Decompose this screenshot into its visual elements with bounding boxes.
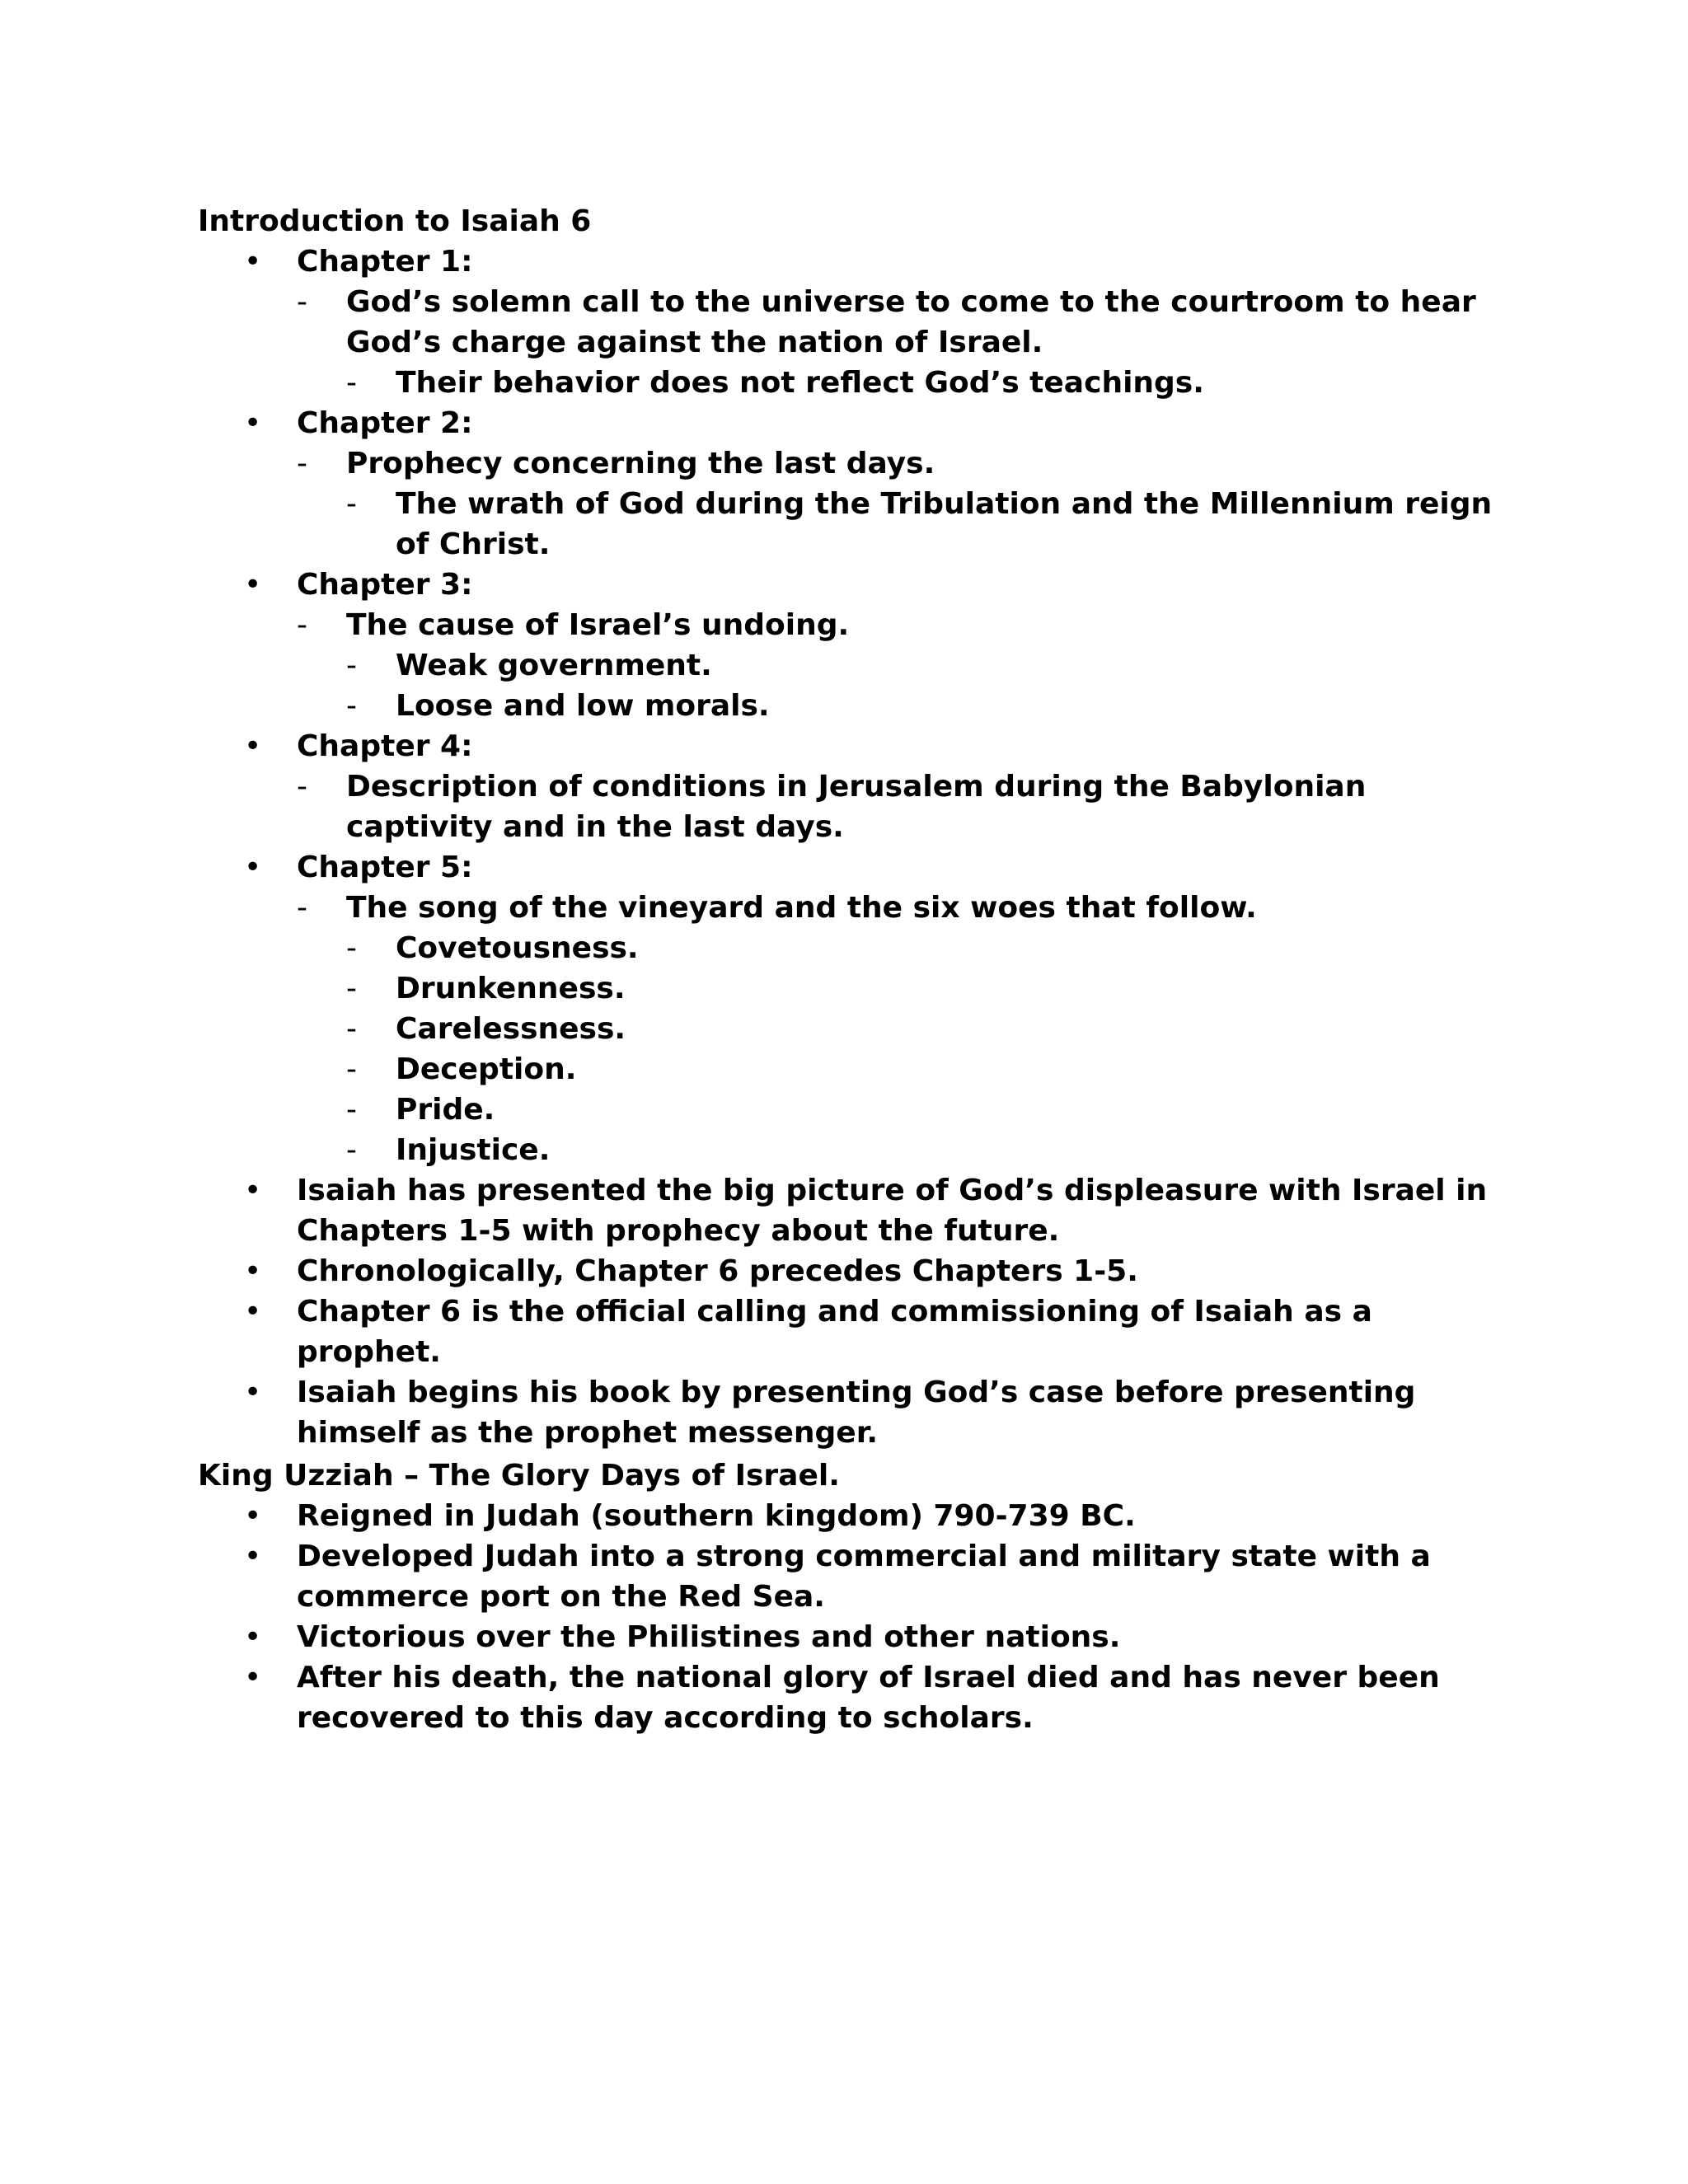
sub-sub-list-item bbox=[346, 363, 1500, 403]
section-heading: King Uzziah – The Glory Days of Israel. bbox=[198, 1459, 840, 1493]
sub-sub-list-item bbox=[346, 968, 1500, 1009]
dash-marker: - bbox=[297, 447, 307, 480]
section-heading: Introduction to Isaiah 6 bbox=[198, 204, 592, 238]
dash-marker: - bbox=[346, 689, 357, 723]
sub-sub-list bbox=[346, 363, 1500, 403]
bullet-marker: • bbox=[244, 729, 262, 763]
list-item bbox=[198, 1496, 1500, 1536]
sub-list bbox=[297, 443, 1500, 565]
sub-sub-list-item bbox=[346, 484, 1500, 565]
sub-sub-list-item bbox=[346, 1009, 1500, 1049]
sub-sub-list-item-text: Pride. bbox=[396, 1093, 495, 1127]
list-item bbox=[198, 565, 1500, 726]
sub-list-item-text: God’s solemn call to the universe to come to the courtroom to hear God’s charge against the nation of Israel. bbox=[346, 285, 1476, 359]
bullet-marker: • bbox=[244, 1661, 262, 1694]
sub-list-item-text: Description of conditions in Jerusalem during the Babylonian captivity and in the last days. bbox=[346, 770, 1367, 844]
bullet-marker: • bbox=[244, 245, 262, 279]
sub-list bbox=[297, 282, 1500, 403]
list-item-text: Victorious over the Philistines and other nations. bbox=[297, 1620, 1121, 1654]
bullet-marker: • bbox=[244, 851, 262, 884]
bullet-marker: • bbox=[244, 568, 262, 602]
bullet-list bbox=[198, 241, 1500, 1453]
list-item-text: Chapter 1: bbox=[297, 245, 473, 279]
list-item-text: Reigned in Judah (southern kingdom) 790-739 BC. bbox=[297, 1499, 1136, 1533]
list-item-text: Chapter 5: bbox=[297, 851, 473, 884]
bullet-list bbox=[198, 1496, 1500, 1738]
dash-marker: - bbox=[346, 1133, 357, 1167]
sub-sub-list-item bbox=[346, 686, 1500, 726]
list-item bbox=[198, 1536, 1500, 1617]
bullet-marker: • bbox=[244, 1295, 262, 1329]
bullet-marker: • bbox=[244, 1540, 262, 1573]
sub-sub-list-item-text: The wrath of God during the Tribulation and the Millennium reign of Christ. bbox=[396, 487, 1493, 561]
sub-sub-list-item-text: Carelessness. bbox=[396, 1012, 626, 1046]
sub-sub-list bbox=[346, 928, 1500, 1170]
dash-marker: - bbox=[297, 891, 307, 925]
sub-list bbox=[297, 766, 1500, 847]
sub-sub-list-item-text: Injustice. bbox=[396, 1133, 551, 1167]
sub-list bbox=[297, 605, 1500, 726]
dash-marker: - bbox=[346, 649, 357, 682]
dash-marker: - bbox=[346, 972, 357, 1005]
dash-marker: - bbox=[346, 487, 357, 521]
dash-marker: - bbox=[297, 770, 307, 804]
list-item bbox=[198, 1170, 1500, 1251]
list-item bbox=[198, 847, 1500, 1170]
list-item-text: After his death, the national glory of Israel died and has never been recovered to this day according to scholars. bbox=[297, 1661, 1440, 1735]
list-item bbox=[198, 1657, 1500, 1738]
list-item-text: Chapter 6 is the official calling and commissioning of Isaiah as a prophet. bbox=[297, 1295, 1372, 1369]
sub-sub-list-item bbox=[346, 645, 1500, 686]
list-item bbox=[198, 1291, 1500, 1372]
sub-list bbox=[297, 888, 1500, 1170]
bullet-marker: • bbox=[244, 1620, 262, 1654]
dash-marker: - bbox=[346, 1012, 357, 1046]
dash-marker: - bbox=[346, 366, 357, 400]
sub-sub-list-item-text: Deception. bbox=[396, 1052, 577, 1086]
section-introduction bbox=[198, 201, 1500, 1453]
sub-list-item bbox=[297, 282, 1500, 403]
list-item bbox=[198, 1372, 1500, 1453]
sub-sub-list-item bbox=[346, 928, 1500, 968]
list-item bbox=[198, 241, 1500, 403]
sub-sub-list-item-text: Drunkenness. bbox=[396, 972, 626, 1005]
sub-list-item-text: The song of the vineyard and the six woes that follow. bbox=[346, 891, 1257, 925]
list-item-text: Isaiah begins his book by presenting God’s case before presenting himself as the prophet messenger. bbox=[297, 1376, 1416, 1450]
list-item-text: Chapter 4: bbox=[297, 729, 473, 763]
sub-list-item-text: The cause of Israel’s undoing. bbox=[346, 608, 850, 642]
bullet-marker: • bbox=[244, 1499, 262, 1533]
sub-sub-list-item bbox=[346, 1130, 1500, 1170]
section-king-uzziah bbox=[198, 1455, 1500, 1738]
sub-sub-list bbox=[346, 645, 1500, 726]
dash-marker: - bbox=[297, 285, 307, 319]
list-item-text: Isaiah has presented the big picture of God’s displeasure with Israel in Chapters 1-5 with prophecy about the future. bbox=[297, 1174, 1488, 1248]
sub-list-item-text: Prophecy concerning the last days. bbox=[346, 447, 935, 480]
list-item bbox=[198, 726, 1500, 847]
list-item bbox=[198, 1617, 1500, 1657]
sub-sub-list-item-text: Loose and low morals. bbox=[396, 689, 770, 723]
list-item-text: Chapter 2: bbox=[297, 406, 473, 440]
sub-sub-list-item-text: Their behavior does not reflect God’s teachings. bbox=[396, 366, 1204, 400]
list-item-text: Chapter 3: bbox=[297, 568, 473, 602]
dash-marker: - bbox=[346, 1093, 357, 1127]
sub-list-item bbox=[297, 605, 1500, 726]
sub-list-item bbox=[297, 443, 1500, 565]
list-item bbox=[198, 403, 1500, 565]
list-item-text: Chronologically, Chapter 6 precedes Chapters 1-5. bbox=[297, 1254, 1138, 1288]
bullet-marker: • bbox=[244, 1376, 262, 1409]
dash-marker: - bbox=[346, 931, 357, 965]
bullet-marker: • bbox=[244, 406, 262, 440]
bullet-marker: • bbox=[244, 1254, 262, 1288]
sub-sub-list-item bbox=[346, 1090, 1500, 1130]
dash-marker: - bbox=[346, 1052, 357, 1086]
sub-sub-list-item-text: Covetousness. bbox=[396, 931, 639, 965]
dash-marker: - bbox=[297, 608, 307, 642]
list-item bbox=[198, 1251, 1500, 1291]
sub-list-item bbox=[297, 888, 1500, 1170]
bullet-marker: • bbox=[244, 1174, 262, 1207]
sub-sub-list-item bbox=[346, 1049, 1500, 1090]
sub-sub-list bbox=[346, 484, 1500, 565]
list-item-text: Developed Judah into a strong commercial and military state with a commerce port on the Red Sea. bbox=[297, 1540, 1431, 1614]
sub-sub-list-item-text: Weak government. bbox=[396, 649, 712, 682]
sub-list-item bbox=[297, 766, 1500, 847]
